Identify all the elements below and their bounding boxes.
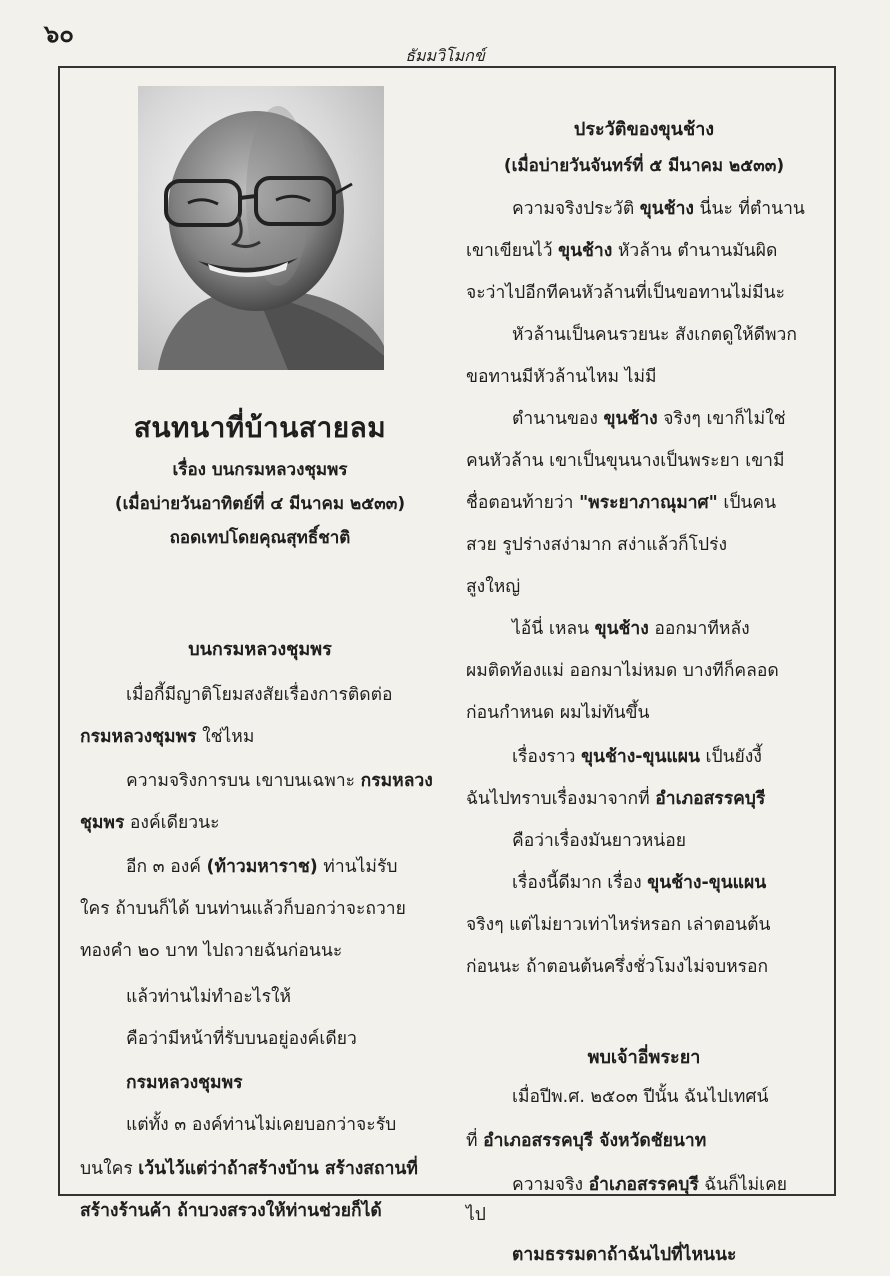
paragraph-line: ใคร ถ้าบนก็ได้ บนท่านแล้วก็บอกว่าจะถวาย: [80, 899, 406, 919]
paragraph-line: ตำนานของ ขุนช้าง จริงๆ เขาก็ไม่ใช่: [512, 409, 786, 429]
running-head: [0, 44, 890, 69]
paragraph-line: อีก ๓ องค์ (ท้าวมหาราช) ท่านไม่รับ: [126, 857, 398, 877]
section-heading: ประวัติของขุนช้าง: [573, 119, 715, 140]
paragraph-line: จริงๆ แต่ไม่ยาวเท่าไหร่หรอก เล่าตอนต้น: [466, 915, 771, 935]
paragraph-line: เรื่องราว ขุนช้าง-ขุนแผน เป็นยังงี้: [512, 747, 762, 767]
paragraph-line: เรื่องนี้ดีมาก เรื่อง ขุนช้าง-ขุนแผน: [512, 873, 767, 893]
section-heading: พบเจ้าอี่พระยา: [587, 1047, 701, 1068]
section-heading: บนกรมหลวงชุมพร: [188, 639, 332, 660]
paragraph-line: แล้วท่านไม่ทำอะไรให้: [126, 987, 292, 1007]
paragraph-line: คนหัวล้าน เขาเป็นขุนนางเป็นพระยา เขามี: [466, 451, 785, 471]
paragraph-line: ความจริงการบน เขาบนเฉพาะ กรมหลวง: [126, 771, 433, 791]
page-number: ๖๐: [44, 20, 74, 48]
paragraph-line: คือว่ามีหน้าที่รับบนอยู่องค์เดียว: [126, 1029, 357, 1049]
paragraph-line: ที่ อำเภอสรรคบุรี จังหวัดชัยนาท: [466, 1131, 707, 1151]
paragraph-line: ทองคำ ๒๐ บาท ไปถวายฉันก่อนนะ: [80, 941, 343, 961]
paragraph-line: เมื่อกี้มีญาติโยมสงสัยเรื่องการติดต่อ: [126, 685, 393, 705]
paragraph-line: ชุมพร องค์เดียวนะ: [80, 813, 220, 833]
paragraph-line: ความจริง อำเภอสรรคบุรี ฉันก็ไม่เคย: [512, 1175, 788, 1195]
paragraph-line: ไอ้นี่ เหลน ขุนช้าง ออกมาทีหลัง: [512, 619, 750, 639]
paragraph-line: แต่ทั้ง ๓ องค์ท่านไม่เคยบอกว่าจะรับ: [126, 1115, 397, 1135]
paragraph-line: ไป: [466, 1205, 486, 1225]
paragraph-line: เมื่อปีพ.ศ. ๒๕๐๓ ปีนั้น ฉันไปเทศน์: [512, 1087, 769, 1107]
paragraph-line: ชื่อตอนท้ายว่า "พระยาภาณุมาศ" เป็นคน: [466, 493, 777, 513]
transcriber-credit: ถอดเทปโดยคุณสุทธิ์ชาติ: [169, 528, 351, 548]
paragraph-line: ขอทานมีหัวล้านไหม ไม่มี: [466, 367, 657, 387]
running-head-text: ธัมมวิโมกข์: [397, 46, 493, 65]
paragraph-line: สูงใหญ่: [466, 577, 521, 597]
monk-portrait-photo: [138, 86, 384, 370]
paragraph-line: ตามธรรมดาถ้าฉันไปที่ไหนนะ: [512, 1245, 737, 1265]
paragraph-line: จะว่าไปอีกทีคนหัวล้านที่เป็นขอทานไม่มีนะ: [466, 283, 786, 303]
paragraph-line: บนใคร เว้นไว้แต่ว่าถ้าสร้างบ้าน สร้างสถานที่: [80, 1159, 418, 1179]
paragraph-line: เขาเขียนไว้ ขุนช้าง หัวล้าน ตำนานมันผิด: [466, 241, 778, 261]
paragraph-line: ความจริงประวัติ ขุนช้าง นี่นะ ที่ตำนาน: [512, 199, 805, 219]
article-subject: เรื่อง บนกรมหลวงชุมพร: [172, 460, 348, 480]
paragraph-line: สวย รูปร่างสง่ามาก สง่าแล้วก็โปร่ง: [466, 535, 728, 555]
paragraph-line: ก่อนนะ ถ้าตอนต้นครึ่งชั่วโมงไม่จบหรอก: [466, 957, 769, 977]
paragraph-line: ผมติดท้องแม่ ออกมาไม่หมด บางทีก็คลอด: [466, 661, 779, 681]
paragraph-line: กรมหลวงชุมพร ใช่ไหม: [80, 727, 255, 747]
paragraph-line: ฉันไปทราบเรื่องมาจากที่ อำเภอสรรคบุรี: [466, 789, 766, 809]
section-date: (เมื่อบ่ายวันจันทร์ที่ ๕ มีนาคม ๒๕๓๓): [503, 156, 785, 176]
paragraph-line: คือว่าเรื่องมันยาวหน่อย: [512, 831, 686, 851]
article-date: (เมื่อบ่ายวันอาทิตย์ที่ ๔ มีนาคม ๒๕๓๓): [114, 494, 406, 514]
paragraph-line: หัวล้านเป็นคนรวยนะ สังเกตดูให้ดีพวก: [512, 325, 797, 345]
paragraph-line: ก่อนกำหนด ผมไม่ทันขึ้น: [466, 703, 650, 723]
paragraph-line: สร้างร้านค้า ถ้าบวงสรวงให้ท่านช่วยก็ได้: [80, 1201, 382, 1221]
paragraph-line: กรมหลวงชุมพร: [126, 1073, 243, 1093]
article-title: สนทนาที่บ้านสายลม: [133, 411, 387, 444]
